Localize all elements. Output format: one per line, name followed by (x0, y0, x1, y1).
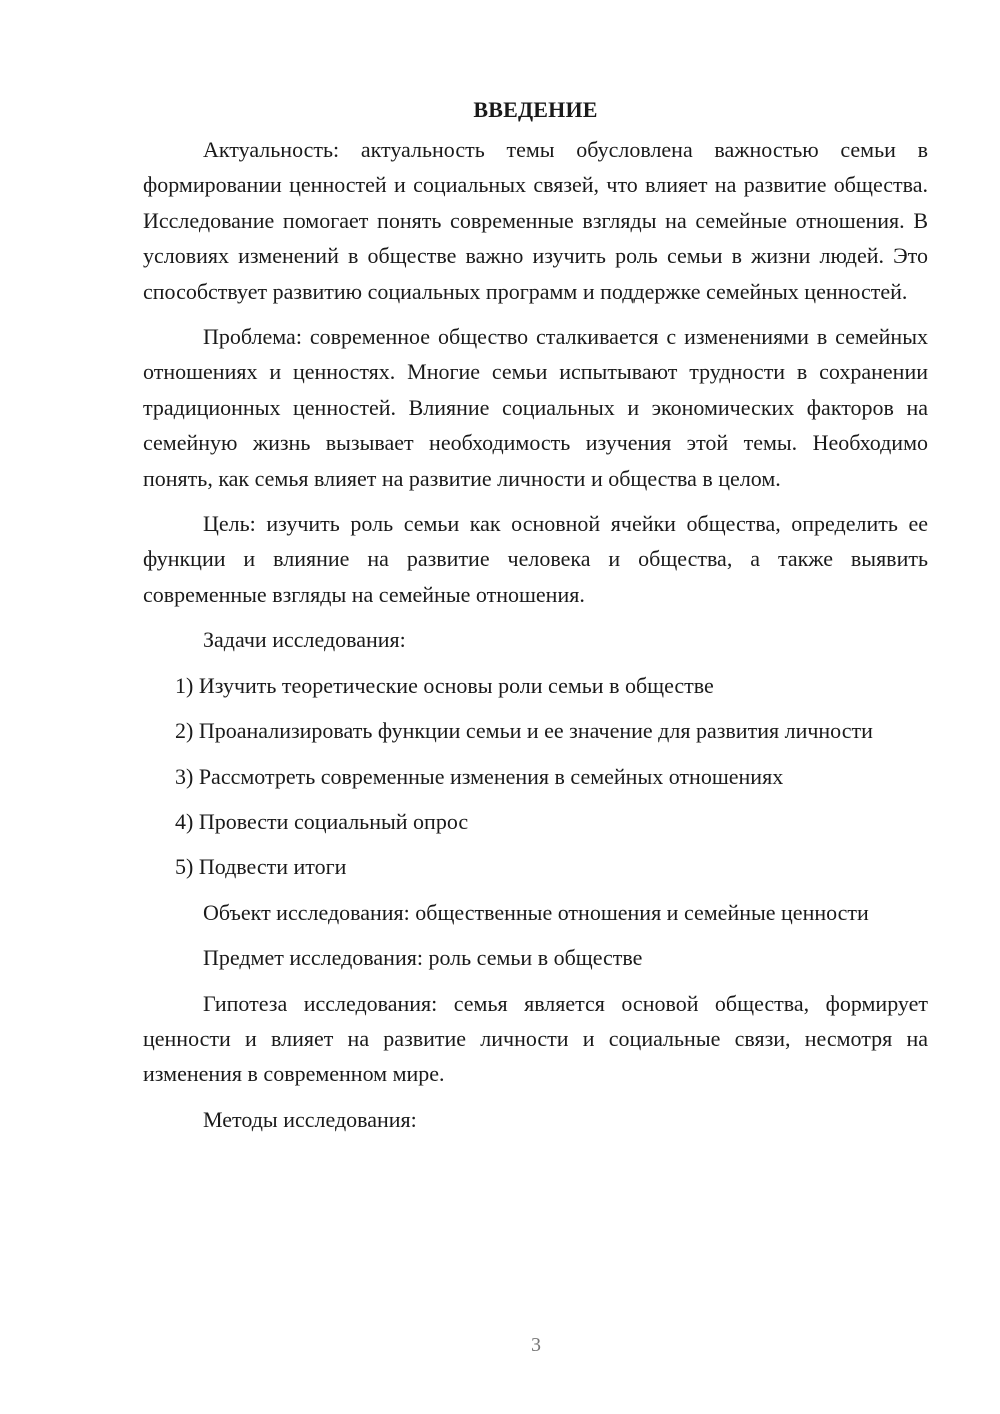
task-item-5: 5) Подвести итоги (175, 854, 347, 880)
problem-paragraph: Проблема: современное общество сталкивается с изменениями в семейных отношениях и ценностях. Многие семьи испытывают трудности в сохранении традиционных ценностей. Влияние социальных и экономических факторов на семейную жизнь вызывает необходимость изучения этой темы. Необходимо понять, как семья влияет на развитие личности и общества в целом. (143, 324, 928, 491)
subject-paragraph: Предмет исследования: роль семьи в обществе (203, 945, 643, 971)
tasks-heading: Задачи исследования: (203, 627, 406, 653)
task-item-4: 4) Провести социальный опрос (175, 808, 469, 834)
object-paragraph: Объект исследования: общественные отношения и семейные ценности (203, 899, 869, 925)
relevance-paragraph: Актуальность: актуальность темы обусловлена важностью семьи в формировании ценностей и социальных связей, что влияет на развитие общества. Исследование помогает понять современные взгляды на семейные отношения. В условиях изменений в обществе важно изучить роль семьи в жизни людей. Это способствует развитию социальных программ и поддержке семейных ценностей. (143, 137, 928, 304)
task-item-3: 3) Рассмотреть современные изменения в семейных отношениях (175, 763, 784, 789)
task-item-1: 1) Изучить теоретические основы роли семьи в обществе (175, 672, 714, 698)
goal-paragraph: Цель: изучить роль семьи как основной ячейки общества, определить ее функции и влияние на развитие человека и общества, а также выявить современные взгляды на семейные отношения. (143, 511, 928, 607)
page-number: 3 (531, 1334, 541, 1356)
section-title: ВВЕДЕНИЕ (473, 97, 598, 122)
task-item-2: 2) Проанализировать функции семьи и ее значение для развития личности (175, 718, 873, 744)
methods-heading: Методы исследования: (203, 1106, 417, 1132)
hypothesis-paragraph: Гипотеза исследования: семья является основой общества, формирует ценности и влияет на развитие личности и социальные связи, несмотря на изменения в современном мире. (143, 990, 928, 1087)
page-content (143, 92, 928, 1147)
